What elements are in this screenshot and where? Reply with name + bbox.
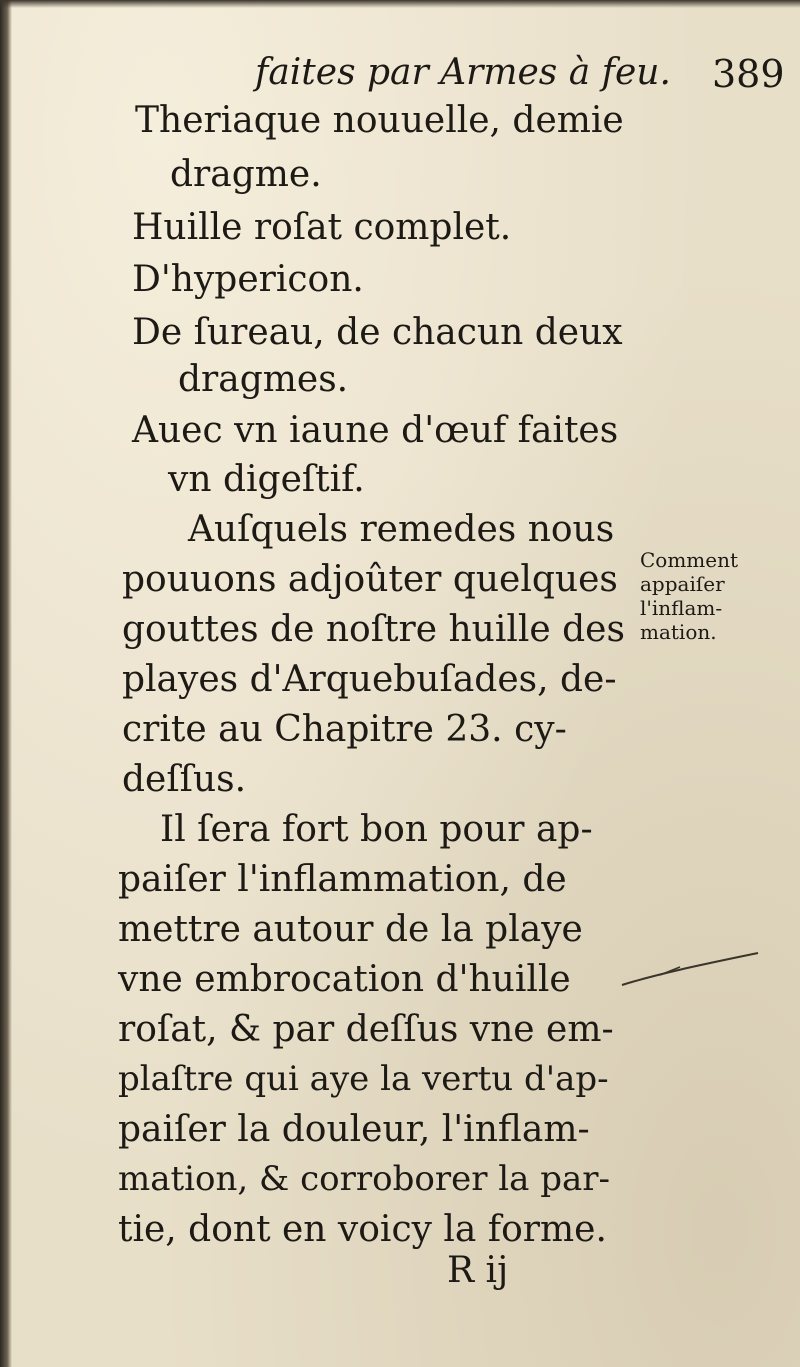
text-line: crite au Chapitre 23. cy-	[122, 709, 567, 750]
text-line: De ſureau, de chacun deux	[132, 312, 623, 353]
text-line: paiſer la douleur, l'inflam-	[118, 1109, 590, 1150]
text-line: Auſquels remedes nous	[188, 509, 615, 550]
margin-note-line: l'inflam-	[640, 596, 723, 620]
text-line: Auec vn iaune d'œuf faites	[132, 410, 619, 451]
margin-note-line: Comment	[640, 548, 739, 572]
text-line: Huille roſat complet.	[132, 207, 512, 248]
text-line: Theriaque nouuelle, demie	[135, 100, 624, 141]
margin-note	[640, 548, 790, 644]
page-binding-shadow	[0, 0, 12, 1367]
text-line: playes d'Arquebuſades, de-	[122, 659, 617, 700]
text-line: mation, & corroborer la par-	[118, 1159, 610, 1199]
text-line: Il ſera fort bon pour ap-	[160, 809, 593, 850]
text-line: tie, dont en voicy la forme.	[118, 1209, 607, 1250]
text-line: deſſus.	[122, 759, 247, 800]
text-line: dragmes.	[178, 359, 349, 400]
text-line: D'hypericon.	[132, 259, 364, 300]
text-line: roſat, & par deſſus vne em-	[118, 1009, 614, 1050]
text-line: vn digeſtif.	[168, 459, 365, 500]
text-line: pouuons adjoûter quelques	[122, 559, 618, 600]
margin-note-line: appaiſer	[640, 572, 725, 596]
text-line: gouttes de noſtre huille des	[122, 609, 625, 650]
text-line: dragme.	[170, 154, 322, 195]
running-title: faites par Armes à feu.	[255, 52, 671, 93]
text-line: mettre autour de la playe	[118, 909, 583, 950]
text-line: plaſtre qui aye la vertu d'ap-	[118, 1059, 609, 1099]
pen-mark	[620, 945, 760, 1005]
text-line: paiſer l'inflammation, de	[118, 859, 567, 900]
margin-note-line: mation.	[640, 620, 717, 644]
page-number: 389	[712, 52, 785, 96]
signature-mark: R ij	[447, 1250, 509, 1291]
page-top-shadow	[0, 0, 800, 8]
text-line: vne embrocation d'huille	[118, 959, 571, 1000]
